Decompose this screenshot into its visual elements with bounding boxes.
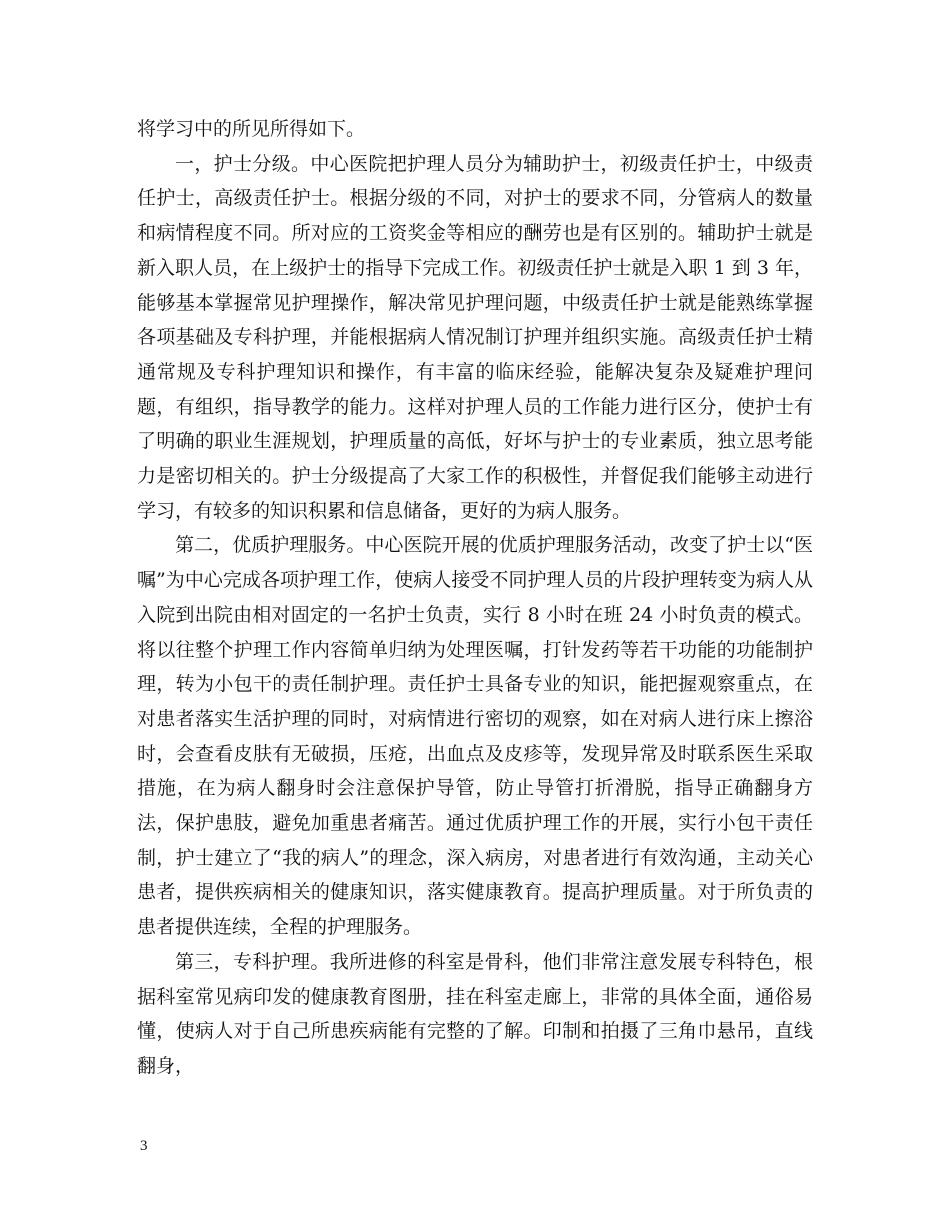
paragraph-quality-nursing: 第二，优质护理服务。中心医院开展的优质护理服务活动，改变了护士以“医嘱”为中心完成各项护理工作，使病人接受不同护理人员的片段护理转变为病人从入院到出院由相对固定的一名护士负责，实行 8 小时在班 24 小时负责的模式。将以往整个护理工作内容简单归纳为处理医嘱，打针发药等若干功能的功能制护理，转为小包干的责任制护理。责任护士具备专业的知识，能把握观察重点，在对患者落实生活护理的同时，对病情进行密切的观察，如在对病人进行床上擦浴时，会查看皮肤有无破损，压疮，出血点及皮疹等，发现异常及时联系医生采取措施，在为病人翻身时会注意保护导管，防止导管打折滑脱，指导正确翻身方法，保护患肢，避免加重患者痛苦。通过优质护理工作的开展，实行小包干责任制，护士建立了“我的病人”的理念，深入病房，对患者进行有效沟通，主动关心患者，提供疾病相关的健康知识，落实健康教育。提高护理质量。对于所负责的患者提供连续，全程的护理服务。 bbox=[137, 534, 813, 939]
page-number: 3 bbox=[140, 1138, 148, 1154]
body-text bbox=[137, 112, 813, 1084]
paragraph-intro: 将学习中的所见所得如下。 bbox=[137, 118, 366, 140]
paragraph-specialty-nursing: 第三，专科护理。我所进修的科室是骨科，他们非常注意发展专科特色，根据科室常见病印发的健康教育图册，挂在科室走廊上，非常的具体全面，通俗易懂，使病人对于自己所患疾病能有完整的了解。印制和拍摄了三角巾悬吊，直线翻身， bbox=[137, 950, 813, 1077]
paragraph-nurse-grading: 一，护士分级。中心医院把护理人员分为辅助护士，初级责任护士，中级责任护士，高级责任护士。根据分级的不同，对护士的要求不同，分管病人的数量和病情程度不同。所对应的工资奖金等相应的酬劳也是有区别的。辅助护士就是新入职人员，在上级护士的指导下完成工作。初级责任护士就是入职 1 到 3 年，能够基本掌握常见护理操作，解决常见护理问题，中级责任护士就是能熟练掌握各项基础及专科护理，并能根据病人情况制订护理并组织实施。高级责任护士精通常规及专科护理知识和操作，有丰富的临床经验，能解决复杂及疑难护理问题，有组织，指导教学的能力。这样对护理人员的工作能力进行区分，使护士有了明确的职业生涯规划，护理质量的高低，好坏与护士的专业素质，独立思考能力是密切相关的。护士分级提高了大家工作的积极性，并督促我们能够主动进行学习，有较多的知识积累和信息储备，更好的为病人服务。 bbox=[137, 152, 813, 522]
